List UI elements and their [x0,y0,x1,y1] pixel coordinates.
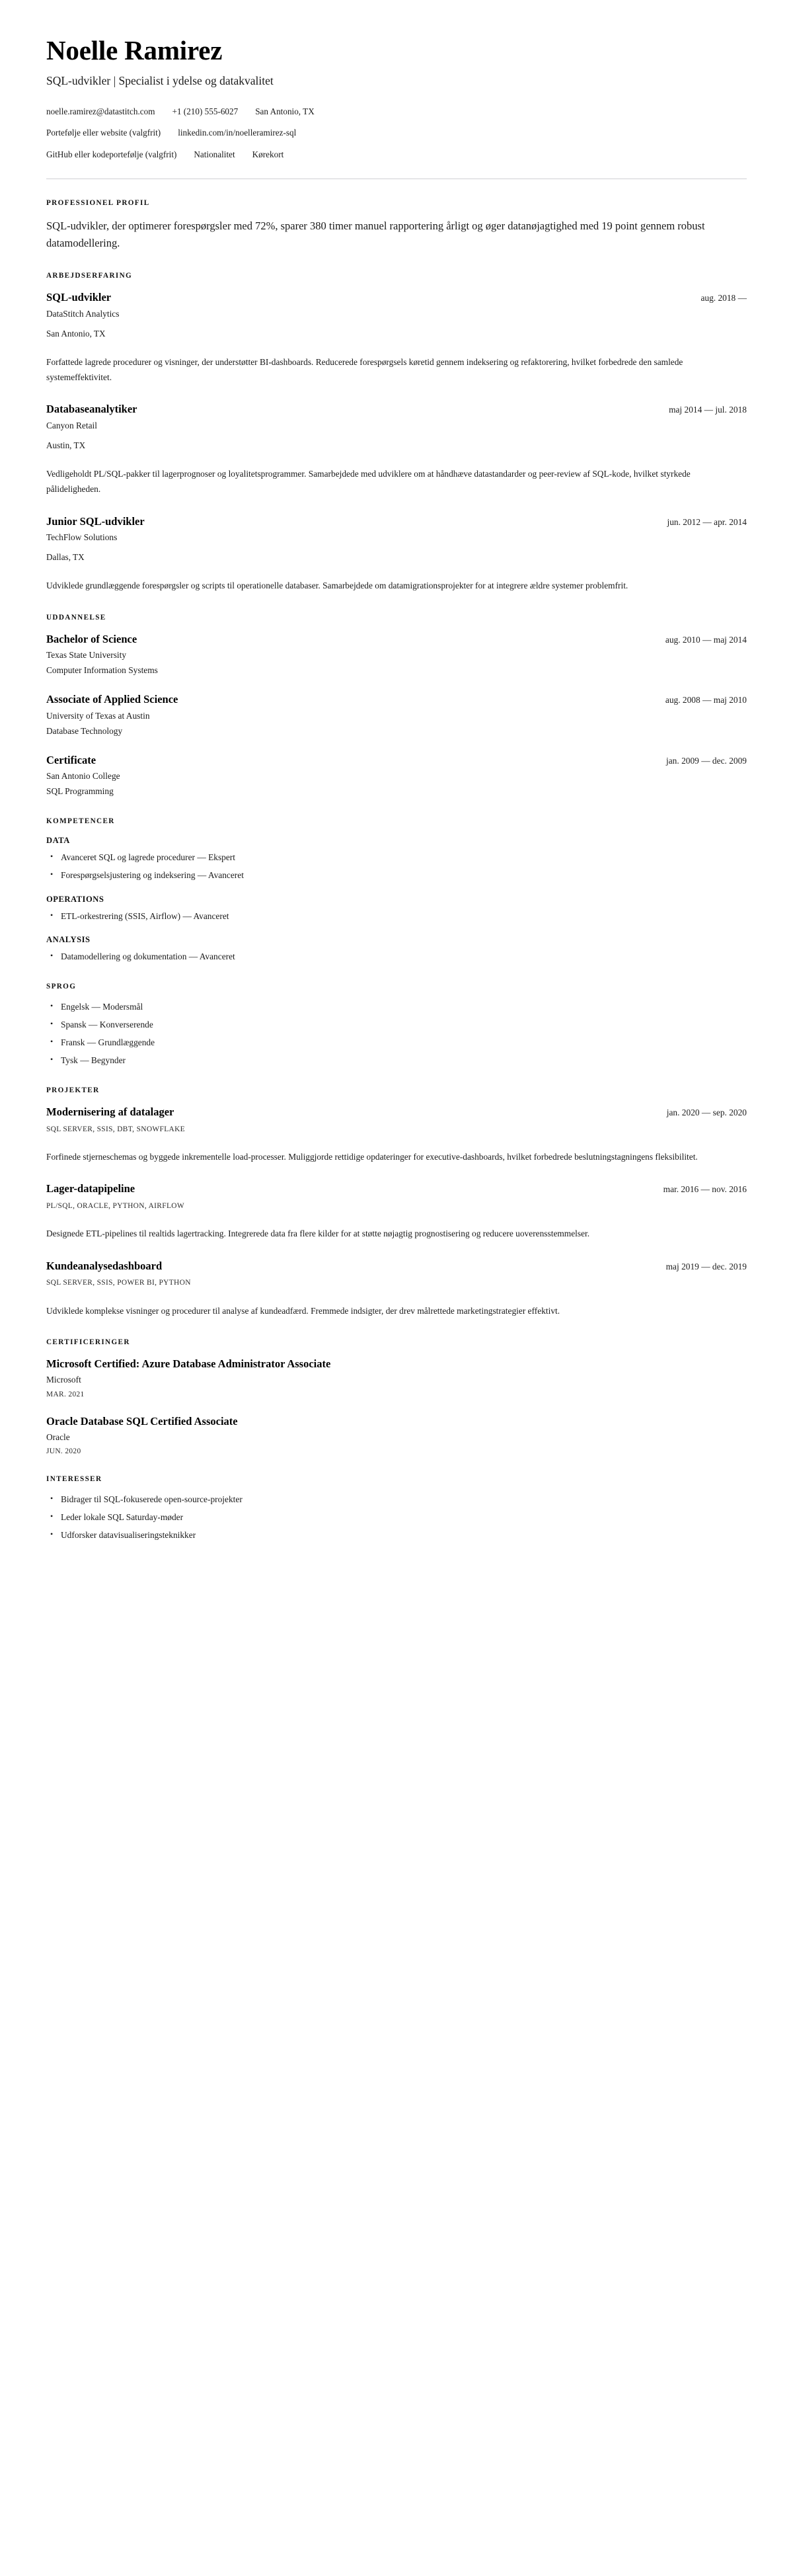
certifications-list [46,1357,747,1455]
project-name: Lager-datapipeline [46,1182,135,1195]
entry-header [46,514,747,528]
field-of-study: SQL Programming [46,786,114,797]
section-education [46,614,747,798]
contact-item[interactable]: GitHub eller kodeportefølje (valgfrit) [46,149,177,160]
contact-separator [161,127,178,139]
contact-item[interactable]: noelle.ramirez@datastitch.com [46,106,155,116]
company-name: TechFlow Solutions [46,532,118,543]
contact-row [46,106,747,118]
entry-header [46,753,747,767]
job-date-range: aug. 2018 — [700,293,747,303]
section-projects [46,1086,747,1318]
contact-separator [155,106,172,118]
education-date-range: jan. 2009 — dec. 2009 [666,755,747,766]
interests-list [46,1494,747,1541]
certification-issuer: Oracle [46,1431,70,1442]
contact-row [46,127,747,139]
skill-item: • ETL-orkestrering (SSIS, Airflow) — Avanceret [46,910,747,922]
project-date-range: jan. 2020 — sep. 2020 [666,1107,747,1118]
certification-name: Microsoft Certified: Azure Database Administrator Associate [46,1357,331,1370]
project-entry [46,1182,747,1241]
section-interests [46,1475,747,1541]
project-name: Kundeanalysedashboard [46,1259,163,1272]
contact-separator [238,106,255,118]
job-location: Austin, TX [46,440,86,450]
skill-group [46,935,747,963]
contact-separator [235,149,252,161]
job-title: SQL-udvikler [46,291,112,304]
certification-date: JUN. 2020 [46,1447,81,1456]
skill-item: • Forespørgselsjustering og indeksering — Avanceret [46,869,747,881]
section-certifications [46,1338,747,1455]
project-entry [46,1259,747,1318]
contact-info [46,106,747,161]
section-title-certifications: CERTIFICERINGER [46,1338,130,1346]
project-tech-stack: SQL SERVER, SSIS, DBT, SNOWFLAKE [46,1125,185,1133]
job-title: Junior SQL-udvikler [46,514,145,528]
section-title-projects: PROJEKTER [46,1086,100,1095]
project-description: Designede ETL-pipelines til realtids lagertracking. Integrerede data fra flere kilder for at støtte nøjagtig prognostisering og reducere uoverensstemmelser. [46,1228,590,1239]
candidate-headline: SQL-udvikler | Specialist i ydelse og datakvalitet [46,73,274,87]
contact-item[interactable]: Nationalitet [194,149,235,160]
section-title-skills: KOMPETENCER [46,817,115,826]
degree-name: Associate of Applied Science [46,693,178,706]
school-name: University of Texas at Austin [46,710,150,721]
education-entry [46,753,747,798]
school-name: San Antonio College [46,771,120,782]
job-location: San Antonio, TX [46,328,106,339]
section-skills [46,817,747,962]
contact-item[interactable]: Portefølje eller website (valgfrit) [46,128,161,138]
projects-list [46,1105,747,1318]
skill-group-title: ANALYSIS [46,934,91,944]
contact-item[interactable]: San Antonio, TX [255,106,315,116]
contact-item[interactable]: linkedin.com/in/noelleramirez-sql [178,128,297,138]
certification-issuer: Microsoft [46,1375,81,1385]
project-description: Forfinede stjerneschemas og byggede inkrementelle load-processer. Muliggjorde rettidige opdateringer for executive-dashboards, hvilket forbedrede beslutningstagningens fleksibilitet. [46,1151,698,1162]
project-entry [46,1105,747,1164]
job-title: Databaseanalytiker [46,403,137,416]
contact-item[interactable]: Kørekort [252,149,284,160]
experience-entry [46,514,747,594]
entry-header [46,692,747,706]
skill-items [46,951,747,963]
skill-items [46,910,747,922]
experience-entry [46,402,747,497]
job-date-range: jun. 2012 — apr. 2014 [667,516,747,527]
languages-list [46,1001,747,1067]
education-entry [46,692,747,737]
candidate-name: Noelle Ramirez [46,35,223,65]
project-tech-stack: SQL SERVER, SSIS, POWER BI, PYTHON [46,1279,191,1287]
degree-name: Certificate [46,753,96,766]
section-title-languages: SPROG [46,982,77,990]
section-title-experience: ARBEJDSERFARING [46,272,133,280]
education-list [46,632,747,798]
field-of-study: Database Technology [46,725,123,736]
language-item: • Tysk — Begynder [46,1055,747,1067]
skill-items [46,852,747,881]
entry-header [46,1182,747,1195]
project-description: Udviklede komplekse visninger og procedurer til analyse af kundeadfærd. Fremmede indsigter, der drev målrettede marketingstrategier effektivt. [46,1305,560,1316]
skill-item: • Datamodellering og dokumentation — Avanceret [46,951,747,963]
skills-list [46,836,747,962]
job-description: Udviklede grundlæggende forespørgsler og scripts til operationelle databaser. Samarbejdede om datamigrationsprojekter for at integrere ældre systemer problemfrit. [46,581,628,591]
company-name: DataStitch Analytics [46,308,120,319]
contact-item[interactable]: +1 (210) 555-6027 [172,106,239,116]
school-name: Texas State University [46,649,127,660]
section-title-interests: INTERESSER [46,1475,102,1484]
section-experience [46,272,747,593]
certification-entry [46,1357,747,1398]
degree-name: Bachelor of Science [46,632,137,645]
language-item: • Spansk — Konverserende [46,1019,747,1031]
job-date-range: maj 2014 — jul. 2018 [669,405,747,415]
entry-header [46,1259,747,1273]
education-date-range: aug. 2010 — maj 2014 [665,634,747,645]
job-description: Vedligeholdt PL/SQL-pakker til lagerprognoser og loyalitetsprogrammer. Samarbejdede med udviklere om at håndhæve datastandarder og peer-review af SQL-kode, hvilket styrkede pålideligheden. [46,468,691,495]
interest-item: • Udforsker datavisualiseringsteknikker [46,1529,747,1541]
language-item: • Engelsk — Modersmål [46,1001,747,1013]
skill-group [46,836,747,881]
contact-separator [176,149,194,161]
experience-list [46,290,747,593]
section-title-education: UDDANNELSE [46,613,106,622]
certification-entry [46,1414,747,1456]
education-date-range: aug. 2008 — maj 2010 [665,695,747,705]
interest-item: • Leder lokale SQL Saturday-møder [46,1511,747,1523]
language-item: • Fransk — Grundlæggende [46,1037,747,1049]
section-languages [46,983,747,1067]
section-title-profile: PROFESSIONEL PROFIL [46,199,150,208]
section-profile [46,199,747,252]
company-name: Canyon Retail [46,420,97,430]
skill-item: • Avanceret SQL og lagrede procedurer — Ekspert [46,852,747,864]
skill-group-title: OPERATIONS [46,894,104,904]
entry-header [46,402,747,416]
resume-header [46,36,747,161]
certification-date: MAR. 2021 [46,1390,85,1398]
job-location: Dallas, TX [46,552,85,563]
field-of-study: Computer Information Systems [46,665,158,676]
skill-group-title: DATA [46,836,70,846]
entry-header [46,290,747,304]
interest-item: • Bidrager til SQL-fokuserede open-source-projekter [46,1494,747,1506]
skill-group [46,895,747,922]
project-date-range: mar. 2016 — nov. 2016 [663,1184,747,1195]
contact-row [46,149,747,161]
project-name: Modernisering af datalager [46,1106,174,1119]
experience-entry [46,290,747,385]
certification-name: Oracle Database SQL Certified Associate [46,1414,238,1428]
job-description: Forfattede lagrede procedurer og visninger, der understøtter BI-dashboards. Reducerede forespørgsels køretid gennem indeksering og refaktorering, hvilket forbedrede den samlede systemeffektivitet. [46,356,683,383]
project-tech-stack: PL/SQL, ORACLE, PYTHON, AIRFLOW [46,1201,184,1210]
project-date-range: maj 2019 — dec. 2019 [665,1261,747,1271]
profile-summary: SQL-udvikler, der optimerer forespørgsler med 72%, sparer 380 timer manuel rapportering årligt og øger datanøjagtighed med 19 point gennem robust datamodellering. [46,220,705,250]
entry-header [46,1105,747,1119]
entry-header [46,632,747,646]
education-entry [46,632,747,677]
